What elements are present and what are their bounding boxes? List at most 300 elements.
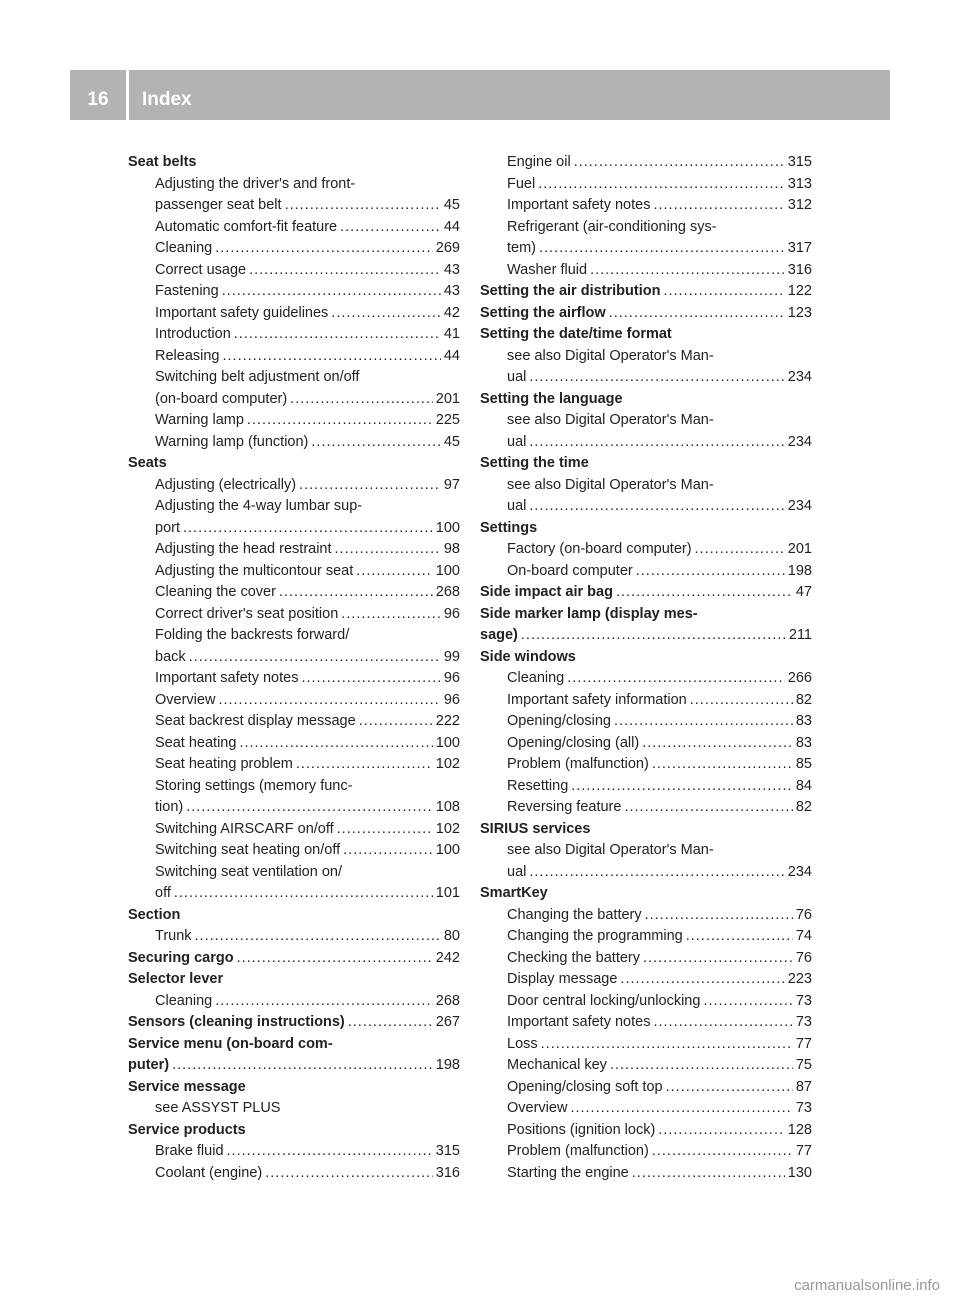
page-reference[interactable]: 100	[435, 562, 460, 579]
dot-leader	[343, 840, 433, 862]
index-heading	[128, 1120, 460, 1142]
index-entry	[480, 991, 812, 1013]
index-entry	[480, 862, 812, 884]
index-entry-text: Brake fluid	[155, 1143, 224, 1159]
index-entry	[128, 1163, 460, 1185]
index-entry	[480, 1163, 812, 1185]
index-entry-text: Setting the language	[480, 390, 623, 407]
index-entry-text: Washer fluid	[507, 261, 588, 278]
index-entry	[128, 324, 460, 346]
index-entry-text: Problem (malfunction)	[507, 1143, 649, 1159]
index-entry-text: Opening/closing soft top	[507, 1078, 663, 1095]
index-entry-text: Seat heating	[155, 734, 237, 751]
index-entry-text: Adjusting (electrically)	[155, 476, 297, 493]
page-reference[interactable]: 76	[795, 906, 812, 923]
dot-leader	[218, 690, 440, 712]
index-entry-text: Trunk	[155, 928, 192, 944]
dot-leader	[311, 432, 440, 454]
index-entry	[480, 1141, 812, 1163]
dot-leader	[643, 948, 793, 970]
dot-leader	[695, 539, 785, 561]
index-entry-text: ual	[507, 369, 527, 385]
index-heading	[128, 969, 460, 991]
page-reference[interactable]: 266	[787, 670, 812, 686]
index-entry-text: Seats	[128, 455, 167, 471]
page-reference[interactable]: 87	[795, 1078, 812, 1095]
index-entry-text: ual	[507, 863, 527, 880]
page-reference[interactable]: 80	[443, 928, 460, 944]
index-entry	[480, 969, 812, 991]
index-entry-text: Checking the battery	[507, 949, 640, 966]
page-reference[interactable]: 316	[435, 1164, 460, 1181]
index-entry	[480, 948, 812, 970]
index-entry	[128, 174, 460, 196]
index-entry-text: Important safety notes	[507, 197, 651, 213]
index-entry-text: Changing the battery	[507, 906, 642, 923]
index-entry-text: Important safety notes	[507, 1014, 651, 1030]
index-entry-text: passenger seat belt	[155, 197, 282, 213]
page-reference[interactable]: 96	[443, 605, 460, 622]
page-reference[interactable]: 312	[787, 197, 812, 213]
dot-leader	[645, 905, 793, 927]
index-entry-text: Overview	[507, 1100, 568, 1116]
index-entry	[480, 238, 812, 260]
dot-leader	[285, 195, 441, 217]
index-entry	[128, 410, 460, 432]
index-entry-text: Positions (ignition lock)	[507, 1121, 656, 1138]
index-entry-text: Engine oil	[507, 154, 571, 170]
dot-leader	[237, 948, 433, 970]
index-entry-text: Securing cargo	[128, 949, 234, 966]
page-reference[interactable]: 73	[795, 992, 812, 1009]
index-heading	[480, 647, 812, 669]
index-entry-text: Adjusting the 4-way lumbar sup-	[155, 498, 363, 514]
page-reference[interactable]: 77	[795, 1143, 812, 1159]
index-entry	[480, 152, 812, 174]
index-entry	[128, 496, 460, 518]
page-reference[interactable]: 198	[435, 1057, 460, 1073]
page-reference[interactable]: 100	[435, 734, 460, 751]
index-entry-text: Seat heating problem	[155, 756, 293, 772]
dot-leader	[590, 260, 785, 282]
page-number: 16	[87, 89, 109, 110]
dot-leader	[290, 389, 433, 411]
index-heading	[480, 582, 812, 604]
index-entry-text: Adjusting the driver's and front-	[155, 175, 356, 192]
page-reference[interactable]: 123	[787, 304, 812, 321]
index-entry	[480, 174, 812, 196]
dot-leader	[571, 776, 793, 798]
page-reference[interactable]: 267	[435, 1014, 460, 1030]
page-reference[interactable]: 44	[443, 218, 460, 235]
index-entry	[128, 690, 460, 712]
page-reference[interactable]: 222	[435, 713, 460, 729]
dot-leader	[299, 475, 441, 497]
dot-leader	[666, 1077, 793, 1099]
dot-leader	[222, 281, 441, 303]
index-entry-text: Automatic comfort-fit feature	[155, 218, 338, 235]
dot-leader	[529, 432, 784, 454]
page-reference[interactable]: 73	[795, 1014, 812, 1030]
page-reference[interactable]: 108	[435, 799, 460, 815]
page-reference[interactable]: 42	[443, 304, 460, 321]
page-reference[interactable]: 77	[795, 1035, 812, 1052]
dot-leader	[340, 217, 441, 239]
index-entry	[480, 195, 812, 217]
page-reference[interactable]: 47	[795, 584, 812, 600]
index-entry-text: Setting the airflow	[480, 304, 606, 321]
index-entry	[128, 367, 460, 389]
page-reference[interactable]: 44	[443, 347, 460, 364]
index-heading	[480, 883, 812, 905]
page-reference[interactable]: 234	[787, 369, 812, 385]
index-entry-text: Refrigerant (air-conditioning sys-	[507, 218, 717, 235]
index-heading	[480, 303, 812, 325]
dot-leader	[247, 410, 433, 432]
index-entry	[480, 475, 812, 497]
dot-leader	[538, 174, 785, 196]
index-entry-text: tem)	[507, 240, 536, 256]
index-entry	[128, 582, 460, 604]
page-reference[interactable]: 82	[795, 691, 812, 708]
index-entry-text: Settings	[480, 519, 538, 536]
watermark: carmanualsonline.info	[794, 1277, 940, 1294]
page-reference[interactable]: 315	[435, 1143, 460, 1159]
index-entry-text: Folding the backrests forward/	[155, 627, 350, 643]
index-entry-text: Service products	[128, 1121, 246, 1138]
index-entry-text: Service menu (on-board com-	[128, 1035, 333, 1052]
index-entry-text: Cleaning	[155, 240, 213, 256]
index-entry-text: Switching seat ventilation on/	[155, 863, 342, 880]
index-heading	[480, 324, 812, 346]
dot-leader	[652, 754, 793, 776]
page-reference[interactable]: 45	[443, 433, 460, 450]
index-entry-text: SIRIUS services	[480, 820, 591, 837]
index-entry	[128, 862, 460, 884]
index-entry-text: (on-board computer)	[155, 390, 288, 407]
index-entry-text: Setting the date/time format	[480, 326, 672, 342]
index-entry	[128, 1098, 460, 1120]
dot-leader	[195, 926, 441, 948]
index-entry	[128, 432, 460, 454]
page-reference[interactable]: 234	[787, 863, 812, 880]
index-entry-text: Switching seat heating on/off	[155, 842, 341, 858]
dot-leader	[653, 195, 784, 217]
index-entry-text: ual	[507, 498, 527, 514]
index-entry	[480, 1120, 812, 1142]
index-entry	[128, 303, 460, 325]
dot-leader	[341, 604, 441, 626]
dot-leader	[183, 518, 433, 540]
index-entry-text: Coolant (engine)	[155, 1164, 263, 1181]
index-heading	[480, 281, 812, 303]
page-reference[interactable]: 211	[788, 627, 812, 643]
page-reference[interactable]: 83	[795, 734, 812, 751]
page-reference[interactable]: 269	[435, 240, 460, 256]
index-entry	[128, 389, 460, 411]
index-entry-text: sage)	[480, 627, 518, 643]
index-entry	[128, 819, 460, 841]
index-entry-text: Fastening	[155, 283, 219, 299]
page-reference[interactable]: 84	[795, 777, 812, 794]
index-entry	[128, 625, 460, 647]
page-reference[interactable]: 100	[435, 842, 460, 858]
index-entry-text: Important safety notes	[155, 670, 299, 686]
index-entry	[480, 432, 812, 454]
index-entry-text: Correct driver's seat position	[155, 605, 339, 622]
dot-leader	[652, 1141, 793, 1163]
index-entry-text: Correct usage	[155, 261, 247, 278]
dot-leader	[658, 1120, 785, 1142]
index-heading	[128, 948, 460, 970]
index-heading	[128, 1077, 460, 1099]
page-reference[interactable]: 242	[435, 949, 460, 966]
page-reference[interactable]: 43	[443, 283, 460, 299]
dot-leader	[574, 152, 785, 174]
index-entry-text: tion)	[155, 799, 184, 815]
index-entry-text: Selector lever	[128, 971, 224, 987]
dot-leader	[567, 668, 785, 690]
index-entry	[480, 668, 812, 690]
page-reference[interactable]: 198	[787, 562, 812, 579]
dot-leader	[703, 991, 792, 1013]
page-reference[interactable]: 96	[443, 670, 460, 686]
dot-leader	[620, 969, 784, 991]
index-entry	[128, 346, 460, 368]
index-entry-text: Sensors (cleaning instructions)	[128, 1014, 345, 1030]
page-reference[interactable]: 102	[435, 756, 460, 772]
index-entry	[128, 711, 460, 733]
page-reference[interactable]: 316	[787, 261, 812, 278]
dot-leader	[265, 1163, 433, 1185]
dot-leader	[234, 324, 441, 346]
dot-leader	[653, 1012, 792, 1034]
index-entry-text: Overview	[155, 691, 216, 708]
index-entry-text: back	[155, 648, 186, 665]
index-entry	[480, 496, 812, 518]
page-reference[interactable]: 102	[435, 820, 460, 837]
page-header	[70, 70, 890, 120]
page-reference[interactable]: 45	[443, 197, 460, 213]
page-reference[interactable]: 317	[787, 240, 812, 256]
page-reference[interactable]: 122	[787, 283, 812, 299]
page-reference[interactable]: 96	[443, 691, 460, 708]
page-reference[interactable]: 128	[787, 1121, 812, 1138]
page-reference[interactable]: 268	[435, 584, 460, 600]
index-entry-text: Section	[128, 906, 181, 923]
dot-leader	[335, 539, 441, 561]
index-entry	[480, 410, 812, 432]
index-entry-text: Seat backrest display message	[155, 713, 356, 729]
page-reference[interactable]: 234	[787, 498, 812, 514]
index-entry-text: On-board computer	[507, 562, 633, 579]
index-entry	[480, 1098, 812, 1120]
index-entry	[128, 926, 460, 948]
dot-leader	[663, 281, 784, 303]
index-entry-text: Display message	[507, 971, 618, 987]
index-entry-text: Adjusting the head restraint	[155, 541, 332, 557]
index-entry	[128, 561, 460, 583]
dot-leader	[227, 1141, 433, 1163]
index-entry-text: Resetting	[507, 777, 569, 794]
index-entry	[480, 260, 812, 282]
page-reference[interactable]: 201	[787, 541, 812, 557]
page-reference[interactable]: 101	[435, 885, 460, 901]
dot-leader	[356, 561, 433, 583]
index-entry-text: Loss	[507, 1035, 538, 1052]
index-entry-text: Changing the programming	[507, 928, 683, 944]
index-heading	[480, 389, 812, 411]
index-entry	[128, 1141, 460, 1163]
index-entry-text: Opening/closing (all)	[507, 734, 640, 751]
index-entry	[128, 776, 460, 798]
dot-leader	[189, 647, 441, 669]
index-entry-text: see also Digital Operator's Man-	[507, 842, 714, 858]
page-reference[interactable]: 98	[443, 541, 460, 557]
dot-leader	[174, 883, 433, 905]
index-entry-text: Warning lamp (function)	[155, 433, 309, 450]
index-entry-text: Seat belts	[128, 154, 197, 170]
index-entry-text: Important safety guidelines	[155, 304, 329, 321]
index-entry	[480, 733, 812, 755]
index-entry	[480, 367, 812, 389]
dot-leader	[541, 1034, 793, 1056]
dot-leader	[186, 797, 433, 819]
index-entry	[480, 217, 812, 239]
page-reference[interactable]: 268	[435, 992, 460, 1009]
index-entry-text: Side windows	[480, 648, 576, 665]
index-entry	[480, 346, 812, 368]
index-entry	[480, 539, 812, 561]
dot-leader	[616, 582, 793, 604]
dot-leader	[521, 625, 786, 647]
dot-leader	[690, 690, 793, 712]
index-entry-text: Mechanical key	[507, 1057, 607, 1073]
index-entry	[480, 926, 812, 948]
index-entry-text: see ASSYST PLUS	[155, 1100, 281, 1116]
index-heading	[128, 1055, 460, 1077]
index-heading	[128, 453, 460, 475]
index-entry-text: puter)	[128, 1057, 170, 1073]
index-entry	[128, 797, 460, 819]
dot-leader	[348, 1012, 433, 1034]
index-entry	[480, 1034, 812, 1056]
index-entry-text: Cleaning	[155, 992, 213, 1009]
page-reference[interactable]: 85	[795, 756, 812, 772]
index-entry-text: Introduction	[155, 326, 231, 342]
page-reference[interactable]: 225	[435, 412, 460, 428]
page-reference[interactable]: 76	[795, 949, 812, 966]
index-entry	[480, 1055, 812, 1077]
index-entry-text: ual	[507, 433, 527, 450]
index-heading	[480, 453, 812, 475]
index-entry	[128, 604, 460, 626]
dot-leader	[215, 991, 433, 1013]
index-column-left	[128, 152, 460, 1184]
index-entry	[128, 991, 460, 1013]
page-reference[interactable]: 315	[787, 154, 812, 170]
page-reference[interactable]: 201	[435, 390, 460, 407]
index-entry	[480, 1012, 812, 1034]
index-heading	[480, 819, 812, 841]
dot-leader	[686, 926, 793, 948]
dot-leader	[529, 367, 784, 389]
dot-leader	[331, 303, 441, 325]
page-reference[interactable]: 82	[795, 799, 812, 815]
index-entry	[128, 733, 460, 755]
index-entry	[480, 905, 812, 927]
index-entry	[128, 238, 460, 260]
index-entry	[128, 883, 460, 905]
dot-leader	[359, 711, 433, 733]
dot-leader	[337, 819, 433, 841]
index-entry-text: Setting the air distribution	[480, 283, 661, 299]
page-reference[interactable]: 223	[787, 971, 812, 987]
index-entry-text: port	[155, 519, 180, 536]
page-reference[interactable]: 234	[787, 433, 812, 450]
index-entry-text: Cleaning	[507, 670, 565, 686]
index-entry	[480, 776, 812, 798]
page-reference[interactable]: 75	[795, 1057, 812, 1073]
index-heading	[480, 518, 812, 540]
index-entry-text: Door central locking/unlocking	[507, 992, 701, 1009]
index-entry-text: Switching belt adjustment on/off	[155, 369, 360, 385]
dot-leader	[636, 561, 785, 583]
index-entry	[128, 518, 460, 540]
dot-leader	[301, 668, 440, 690]
page-reference[interactable]: 74	[795, 928, 812, 944]
index-entry-text: Important safety information	[507, 691, 687, 708]
index-entry	[480, 711, 812, 733]
index-entry	[128, 475, 460, 497]
page-reference[interactable]: 130	[787, 1164, 812, 1181]
page-reference[interactable]: 313	[787, 175, 812, 192]
index-entry-text: see also Digital Operator's Man-	[507, 347, 714, 364]
index-entry	[128, 668, 460, 690]
page-reference[interactable]: 97	[443, 476, 460, 493]
index-entry-text: Warning lamp	[155, 412, 244, 428]
index-entry-text: Problem (malfunction)	[507, 756, 649, 772]
dot-leader	[239, 733, 432, 755]
index-entry	[480, 754, 812, 776]
index-entry	[128, 195, 460, 217]
index-heading	[128, 1012, 460, 1034]
page-reference[interactable]: 83	[795, 713, 812, 729]
page-reference[interactable]: 43	[443, 261, 460, 278]
index-entry-text: Setting the time	[480, 455, 589, 471]
index-entry-text: see also Digital Operator's Man-	[507, 412, 714, 428]
index-entry-text: see also Digital Operator's Man-	[507, 476, 714, 493]
index-entry	[480, 797, 812, 819]
index-entry	[128, 281, 460, 303]
index-heading	[128, 152, 460, 174]
page-reference[interactable]: 41	[443, 326, 460, 342]
dot-leader	[279, 582, 433, 604]
page-reference[interactable]: 100	[435, 519, 460, 536]
dot-leader	[624, 797, 792, 819]
index-entry-text: Cleaning the cover	[155, 584, 276, 600]
page-reference[interactable]: 73	[795, 1100, 812, 1116]
index-heading	[480, 625, 812, 647]
index-entry-text: Service message	[128, 1078, 246, 1095]
index-entry-text: Fuel	[507, 175, 536, 192]
index-heading	[128, 1034, 460, 1056]
index-entry-text: Factory (on-board computer)	[507, 541, 692, 557]
dot-leader	[249, 260, 441, 282]
page-reference[interactable]: 99	[443, 648, 460, 665]
index-entry	[128, 260, 460, 282]
dot-leader	[215, 238, 433, 260]
